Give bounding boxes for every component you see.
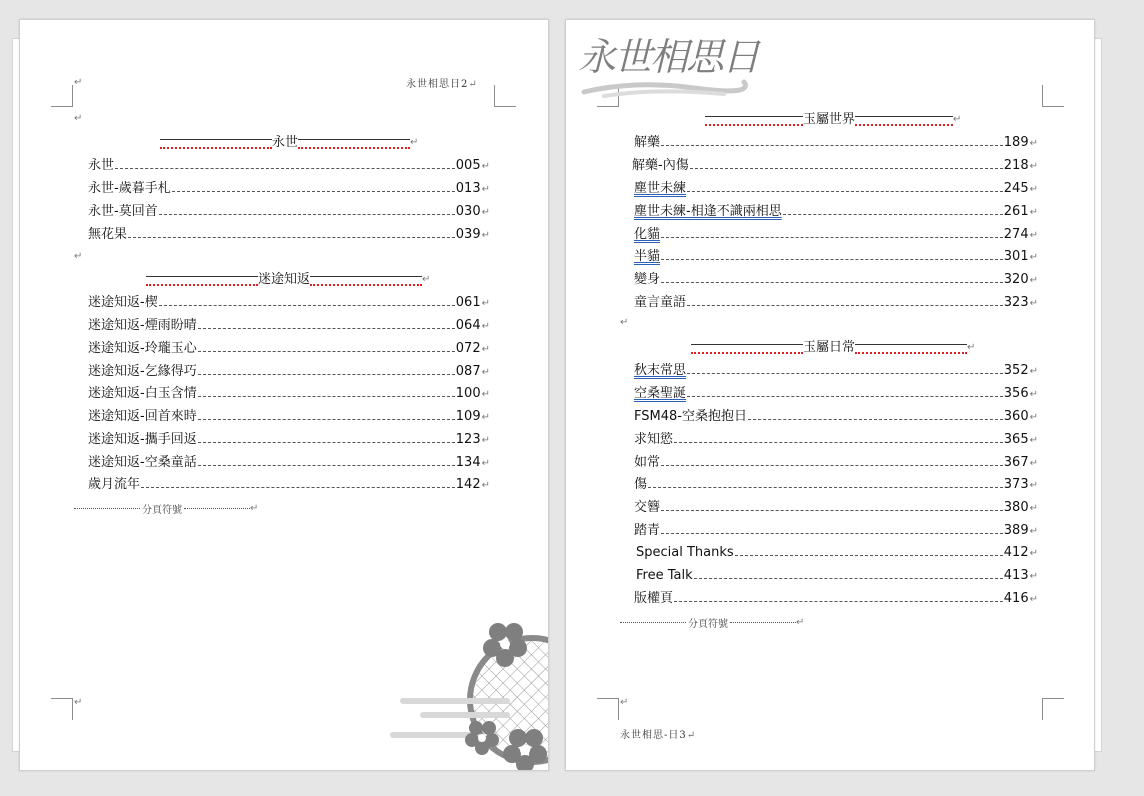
section-title: 玉屬日常 ↵ xyxy=(691,339,975,357)
toc-entry[interactable]: 童言童語 323 ↵ xyxy=(634,295,1038,310)
paragraph-mark: ↵ xyxy=(620,697,629,708)
section-title: 迷途知返 ↵ xyxy=(146,271,430,289)
toc-entry[interactable]: 永世-歲暮手札 013 ↵ xyxy=(88,181,490,196)
toc-entry[interactable]: 解藥 189 ↵ xyxy=(634,135,1038,150)
toc-entry[interactable]: 迷途知返-煙雨盼晴 064 ↵ xyxy=(88,318,490,333)
margin-corner-mark xyxy=(597,698,619,720)
toc-entry[interactable]: 迷途知返-玲瓏玉心 072 ↵ xyxy=(88,341,490,356)
page-header: 永世相思日2↵ xyxy=(406,79,478,90)
toc-entry[interactable]: 歲月流年 142 ↵ xyxy=(88,477,490,492)
toc-entry[interactable]: 迷途知返-白玉含情 100 ↵ xyxy=(88,386,490,401)
toc-entry[interactable]: 解藥-內傷 218 ↵ xyxy=(632,158,1038,173)
paragraph-mark: ↵ xyxy=(74,251,83,262)
margin-corner-mark xyxy=(51,85,73,107)
toc-entry[interactable]: Special Thanks 412 ↵ xyxy=(636,545,1038,560)
toc-entry[interactable]: 迷途知返-楔 061 ↵ xyxy=(88,295,490,310)
section-title: 玉屬世界 ↵ xyxy=(705,111,961,129)
toc-entry[interactable]: 永世 005 ↵ xyxy=(88,158,490,173)
page-break-marker: 分頁符號 ↵ xyxy=(620,615,804,630)
toc-entry[interactable]: 迷途知返-回首來時 109 ↵ xyxy=(88,409,490,424)
plum-blossom-decoration-icon xyxy=(390,612,549,771)
toc-entry[interactable]: 半貓 301 ↵ xyxy=(634,249,1038,264)
section-title: 永世 ↵ xyxy=(160,134,418,152)
toc-entry[interactable]: 空桑聖誕 356 ↵ xyxy=(634,386,1038,401)
toc-entry[interactable]: 變身 320 ↵ xyxy=(634,272,1038,287)
document-page-3[interactable] xyxy=(565,19,1095,771)
margin-corner-mark xyxy=(494,85,516,107)
toc-entry[interactable]: 塵世未練-相逢不識兩相思 261 ↵ xyxy=(634,204,1038,219)
margin-corner-mark xyxy=(51,698,73,720)
toc-entry[interactable]: 求知慾 365 ↵ xyxy=(634,432,1038,447)
document-page-2[interactable] xyxy=(19,19,549,771)
margin-corner-mark xyxy=(1042,698,1064,720)
toc-entry[interactable]: 塵世未練 245 ↵ xyxy=(634,181,1038,196)
toc-entry[interactable]: 迷途知返-空桑童話 134 ↵ xyxy=(88,455,490,470)
toc-entry[interactable]: Free Talk 413 ↵ xyxy=(636,568,1038,583)
toc-entry[interactable]: 無花果 039 ↵ xyxy=(88,227,490,242)
toc-entry[interactable]: 迷途知返-乞緣得巧 087 ↵ xyxy=(88,364,490,379)
margin-corner-mark xyxy=(1042,85,1064,107)
toc-entry[interactable]: 化貓 274 ↵ xyxy=(634,227,1038,242)
toc-entry[interactable]: 永世-莫回首 030 ↵ xyxy=(88,204,490,219)
paragraph-mark: ↵ xyxy=(74,113,83,124)
paragraph-mark: ↵ xyxy=(74,77,83,88)
page-footer: 永世相思-日3↵ xyxy=(620,730,697,741)
toc-entry[interactable]: 迷途知返-攜手回返 123 ↵ xyxy=(88,432,490,447)
paragraph-mark: ↵ xyxy=(74,697,83,708)
toc-entry[interactable]: 秋末常思 352 ↵ xyxy=(634,363,1038,378)
toc-entry[interactable]: 踏青 389 ↵ xyxy=(634,523,1038,538)
toc-entry[interactable]: 版權頁 416 ↵ xyxy=(634,591,1038,606)
calligraphy-logo: 永世相思日 xyxy=(574,22,754,102)
paragraph-mark: ↵ xyxy=(620,317,629,328)
toc-entry[interactable]: 交簪 380 ↵ xyxy=(634,500,1038,515)
toc-entry[interactable]: 傷 373 ↵ xyxy=(634,477,1038,492)
toc-entry[interactable]: 如常 367 ↵ xyxy=(634,455,1038,470)
toc-entry[interactable]: FSM48-空桑抱抱日 360 ↵ xyxy=(634,409,1038,424)
page-break-marker: 分頁符號 ↵ xyxy=(74,501,258,516)
